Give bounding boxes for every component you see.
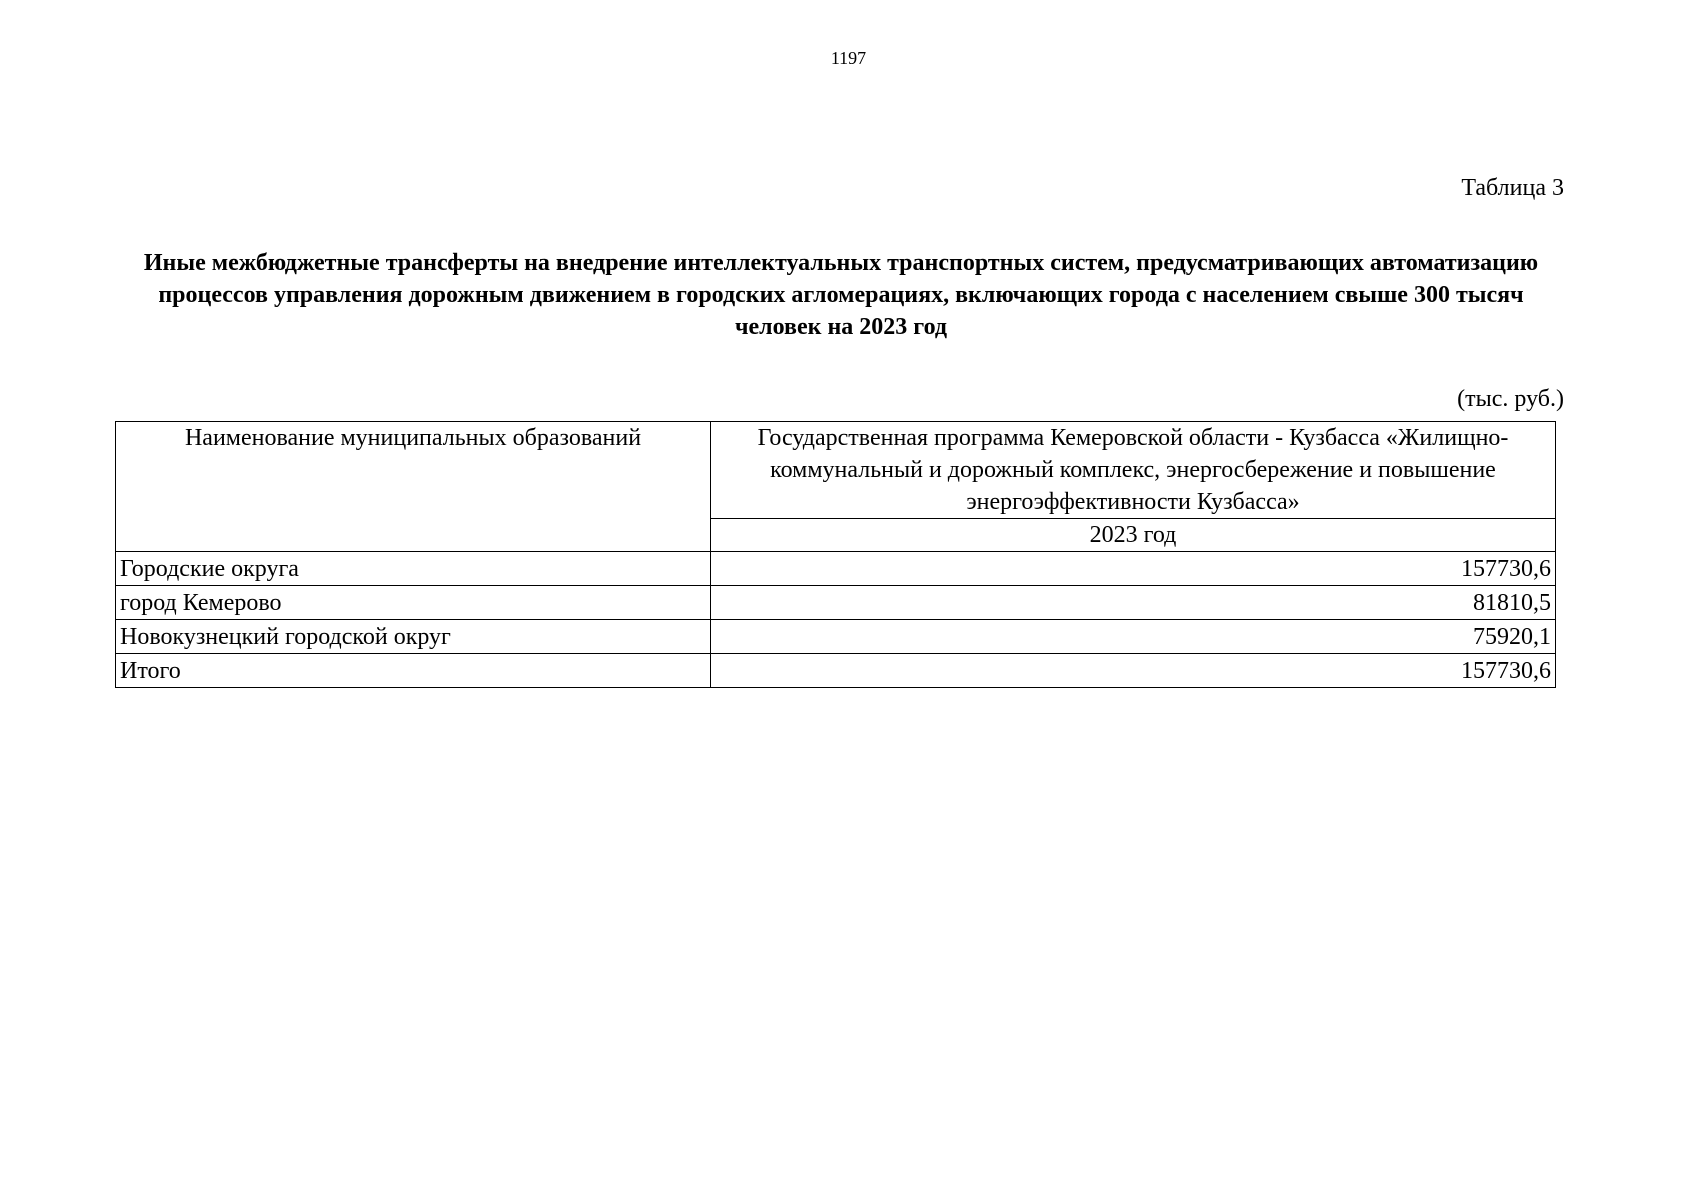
table-row: [116, 552, 1556, 586]
header-municipality-name: Наименование муниципальных образований: [116, 422, 711, 552]
header-state-program: Государственная программа Кемеровской области - Кузбасса «Жилищно-коммунальный и дорожный комплекс, энергосбережение и повышение энергоэффективности Кузбасса»: [711, 422, 1556, 519]
header-year: 2023 год: [711, 519, 1556, 552]
row-value: 157730,6: [711, 552, 1556, 586]
table-label: Таблица 3: [1461, 175, 1564, 201]
row-name: Городские округа: [116, 552, 711, 586]
page-number: 1197: [830, 48, 867, 68]
row-name: Новокузнецкий городской округ: [116, 620, 711, 654]
row-value: 75920,1: [711, 620, 1556, 654]
row-value: 81810,5: [711, 586, 1556, 620]
table-row: [116, 620, 1556, 654]
table-header-row: [116, 422, 1556, 519]
row-name: Итого: [116, 654, 711, 688]
row-value: 157730,6: [711, 654, 1556, 688]
row-name: город Кемерово: [116, 586, 711, 620]
transfers-table: [115, 421, 1556, 688]
document-title: Иные межбюджетные трансферты на внедрение интеллектуальных транспортных систем, предусматривающих автоматизацию процессов управления дорожным движением в городских агломерациях, включающих города с населением свыше 300 тысяч человек на 2023 год: [143, 250, 1539, 340]
table-row: [116, 586, 1556, 620]
table-row-total: [116, 654, 1556, 688]
units-note: (тыс. руб.): [1457, 386, 1564, 412]
